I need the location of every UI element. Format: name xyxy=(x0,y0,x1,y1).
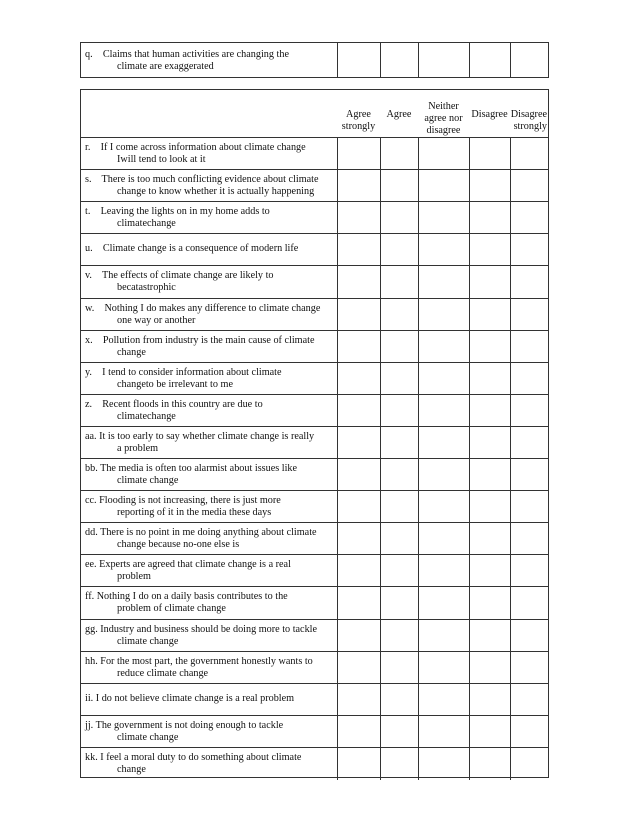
item-line2: Iwill tend to look at it xyxy=(117,154,206,165)
answer-box-agree[interactable] xyxy=(380,363,418,395)
answer-box-disagree-strongly[interactable] xyxy=(510,555,548,587)
answer-box-neither[interactable] xyxy=(418,202,469,234)
answer-box-agree[interactable] xyxy=(380,716,418,748)
header-row xyxy=(81,90,548,137)
answer-box-agree[interactable] xyxy=(380,138,418,170)
answer-box-agree[interactable] xyxy=(380,234,418,266)
answer-box-agree[interactable] xyxy=(380,266,418,298)
item-line1: Claims that human activities are changing the xyxy=(102,49,289,60)
answer-box-disagree[interactable] xyxy=(469,299,510,331)
answer-box-neither[interactable] xyxy=(418,652,469,684)
table-row xyxy=(81,394,548,426)
answer-box-agree[interactable] xyxy=(380,170,418,202)
col-header-agree-strongly: Agree strongly xyxy=(341,109,376,132)
col-header-agree: Agree xyxy=(386,109,412,120)
answer-box-agree-strongly[interactable] xyxy=(337,620,380,652)
answer-box-disagree[interactable] xyxy=(469,170,510,202)
item-line2: climate change xyxy=(117,731,179,743)
statement-text xyxy=(85,624,335,648)
item-id: v. xyxy=(85,270,92,282)
item-line1: For the most part, the government honestly wants to xyxy=(100,655,313,667)
answer-box-agree-strongly[interactable] xyxy=(337,748,380,780)
answer-box-disagree[interactable] xyxy=(469,684,510,716)
item-id: z. xyxy=(85,398,93,410)
answer-box-agree[interactable] xyxy=(380,43,418,77)
statement-text xyxy=(85,367,335,391)
item-line2: changeto be irrelevant to me xyxy=(117,378,233,390)
item-id: jj. xyxy=(85,719,94,731)
statement-text xyxy=(85,243,335,255)
item-line1: I do not believe climate change is a real problem xyxy=(95,692,295,704)
answer-box-disagree[interactable] xyxy=(469,491,510,523)
item-line2: reduce climate change xyxy=(117,667,209,679)
answer-box-disagree-strongly[interactable] xyxy=(510,620,548,652)
item-line2: a problem xyxy=(117,442,159,454)
answer-box-neither[interactable] xyxy=(418,138,469,170)
answer-box-agree[interactable] xyxy=(380,395,418,427)
answer-box-agree[interactable] xyxy=(380,523,418,555)
answer-box-disagree-strongly[interactable] xyxy=(510,363,548,395)
item-line1: It is too early to say whether climate change is really xyxy=(99,430,315,442)
answer-box-disagree[interactable] xyxy=(469,523,510,555)
item-line2: problem of climate change xyxy=(117,603,226,615)
item-id: aa. xyxy=(85,430,97,442)
table-row xyxy=(81,619,548,651)
answer-box-disagree-strongly[interactable] xyxy=(510,234,548,266)
item-line1: Pollution from industry is the main cause of climate xyxy=(102,334,315,346)
answer-box-agree[interactable] xyxy=(380,459,418,491)
answer-box-disagree-strongly[interactable] xyxy=(510,684,548,716)
answer-box-disagree[interactable] xyxy=(469,587,510,619)
answer-box-neither[interactable] xyxy=(418,491,469,523)
answer-box-neither[interactable] xyxy=(418,395,469,427)
item-id: cc. xyxy=(85,495,97,507)
answer-box-disagree[interactable] xyxy=(469,331,510,363)
answer-box-agree-strongly[interactable] xyxy=(337,202,380,234)
table-row xyxy=(81,265,548,297)
answer-box-disagree[interactable] xyxy=(469,266,510,298)
item-line1: I feel a moral duty to do something about climate xyxy=(100,751,302,763)
item-line1: Climate change is a consequence of modern life xyxy=(102,243,299,255)
table-row xyxy=(81,490,548,522)
table-row xyxy=(81,554,548,586)
item-id: s. xyxy=(85,174,92,186)
item-line1: Experts are agreed that climate change is a real xyxy=(99,559,291,571)
answer-box-agree[interactable] xyxy=(380,202,418,234)
statement-text xyxy=(85,656,335,680)
answer-box-agree-strongly[interactable] xyxy=(337,170,380,202)
answer-box-agree[interactable] xyxy=(380,427,418,459)
item-id: bb. xyxy=(85,463,98,474)
item-id: x. xyxy=(85,334,93,346)
item-line2: change xyxy=(117,763,146,775)
answer-box-agree-strongly[interactable] xyxy=(337,299,380,331)
statement-text xyxy=(85,693,335,705)
answer-box-disagree[interactable] xyxy=(469,43,510,77)
answer-box-disagree[interactable] xyxy=(469,363,510,395)
answer-box-disagree-strongly[interactable] xyxy=(510,266,548,298)
statement-text xyxy=(85,495,335,519)
item-line1: If I come across information about climate change xyxy=(100,142,306,153)
table-row xyxy=(81,522,548,554)
item-line1: Leaving the lights on in my home adds to xyxy=(100,206,270,218)
statement-text xyxy=(85,720,335,744)
answer-box-agree[interactable] xyxy=(380,684,418,716)
statement-text xyxy=(85,431,335,455)
answer-box-agree[interactable] xyxy=(380,331,418,363)
item-line2: climate change xyxy=(117,475,179,486)
answer-box-disagree-strongly[interactable] xyxy=(510,748,548,780)
table-row xyxy=(81,201,548,233)
item-id: w. xyxy=(85,302,95,314)
answer-box-disagree-strongly[interactable] xyxy=(510,331,548,363)
answer-box-disagree[interactable] xyxy=(469,138,510,170)
answer-box-disagree-strongly[interactable] xyxy=(510,170,548,202)
item-id: dd. xyxy=(85,527,98,539)
table-row xyxy=(81,298,548,330)
answer-box-disagree[interactable] xyxy=(469,652,510,684)
table-row xyxy=(81,169,548,201)
answer-box-agree[interactable] xyxy=(380,587,418,619)
answer-box-agree[interactable] xyxy=(380,555,418,587)
table-row xyxy=(81,747,548,779)
answer-box-disagree-strongly[interactable] xyxy=(510,395,548,427)
item-id: ii. xyxy=(85,692,94,704)
table-row xyxy=(81,362,548,394)
item-id: u. xyxy=(85,243,93,255)
statement-text xyxy=(85,335,335,359)
item-line1: There is too much conflicting evidence about climate xyxy=(101,174,319,186)
answer-box-disagree-strongly[interactable] xyxy=(510,459,548,491)
answer-box-agree-strongly[interactable] xyxy=(337,652,380,684)
statement-text xyxy=(85,463,335,487)
answer-box-disagree[interactable] xyxy=(469,234,510,266)
attitude-scale-table xyxy=(80,89,549,778)
statement-text xyxy=(85,303,335,327)
answer-box-disagree[interactable] xyxy=(469,748,510,780)
answer-box-disagree-strongly[interactable] xyxy=(510,427,548,459)
answer-box-agree-strongly[interactable] xyxy=(337,491,380,523)
statement-text xyxy=(85,206,335,230)
answer-box-agree[interactable] xyxy=(380,652,418,684)
item-line1: Nothing I do makes any difference to climate change xyxy=(104,302,321,314)
answer-box-agree-strongly[interactable] xyxy=(337,427,380,459)
answer-box-agree-strongly[interactable] xyxy=(337,363,380,395)
item-line2: climatechange xyxy=(117,218,176,230)
statement-text xyxy=(85,559,335,583)
statement-text xyxy=(85,752,335,776)
answer-box-disagree-strongly[interactable] xyxy=(510,652,548,684)
answer-box-disagree-strongly[interactable] xyxy=(510,587,548,619)
answer-box-disagree[interactable] xyxy=(469,427,510,459)
answer-box-agree[interactable] xyxy=(380,299,418,331)
answer-box-agree-strongly[interactable] xyxy=(337,555,380,587)
answer-box-disagree[interactable] xyxy=(469,202,510,234)
table-row xyxy=(81,233,548,265)
statement-q xyxy=(85,49,335,73)
answer-box-neither[interactable] xyxy=(418,684,469,716)
answer-box-agree[interactable] xyxy=(380,620,418,652)
item-line1: I tend to consider information about climate xyxy=(102,366,282,378)
item-line2: climatechange xyxy=(117,410,176,422)
answer-box-disagree[interactable] xyxy=(469,555,510,587)
answer-box-disagree[interactable] xyxy=(469,459,510,491)
statement-text xyxy=(85,142,335,166)
item-line2: reporting of it in the media these days xyxy=(117,507,272,519)
answer-box-disagree-strongly[interactable] xyxy=(510,299,548,331)
statement-text xyxy=(85,527,335,551)
item-id: r. xyxy=(85,142,91,153)
statement-text xyxy=(85,399,335,423)
answer-box-disagree-strongly[interactable] xyxy=(510,43,548,77)
answer-box-neither[interactable] xyxy=(418,43,469,77)
item-line1: Flooding is not increasing, there is just more xyxy=(99,495,281,507)
answer-box-disagree-strongly[interactable] xyxy=(510,138,548,170)
item-line1: The media is often too alarmist about issues like xyxy=(100,463,298,474)
item-line1: The government is not doing enough to tackle xyxy=(95,719,284,731)
answer-box-neither[interactable] xyxy=(418,620,469,652)
table-row xyxy=(81,683,548,715)
item-line2: one way or another xyxy=(117,314,196,326)
item-line2: change to know whether it is actually happening xyxy=(117,186,315,198)
answer-box-disagree-strongly[interactable] xyxy=(510,202,548,234)
item-line1: Nothing I do on a daily basis contributes to the xyxy=(96,591,288,603)
answer-box-disagree[interactable] xyxy=(469,716,510,748)
table-row xyxy=(81,651,548,683)
item-id: gg. xyxy=(85,623,98,635)
answer-box-agree[interactable] xyxy=(380,491,418,523)
answer-box-neither[interactable] xyxy=(418,427,469,459)
item-line2: change xyxy=(117,346,146,358)
answer-box-neither[interactable] xyxy=(418,266,469,298)
answer-box-agree-strongly[interactable] xyxy=(337,395,380,427)
table-row xyxy=(81,458,548,490)
answer-box-neither[interactable] xyxy=(418,331,469,363)
item-line1: Recent floods in this country are due to xyxy=(102,398,263,410)
item-id: ee. xyxy=(85,559,97,571)
col-header-disagree: Disagree xyxy=(471,109,508,120)
item-id: hh. xyxy=(85,655,98,667)
answer-box-disagree-strongly[interactable] xyxy=(510,491,548,523)
table-row xyxy=(81,137,548,169)
item-id: y. xyxy=(85,366,92,378)
answer-box-agree-strongly[interactable] xyxy=(337,459,380,491)
answer-box-disagree-strongly[interactable] xyxy=(510,716,548,748)
answer-box-disagree[interactable] xyxy=(469,620,510,652)
col-header-neither: Neither agree nor disagree xyxy=(424,101,463,136)
statement-text xyxy=(85,591,335,615)
answer-box-neither[interactable] xyxy=(418,523,469,555)
item-id: q. xyxy=(85,49,93,60)
answer-box-neither[interactable] xyxy=(418,363,469,395)
answer-box-neither[interactable] xyxy=(418,748,469,780)
statement-text xyxy=(85,270,335,294)
item-line2: climate are exaggerated xyxy=(117,61,214,72)
item-line2: becatastrophic xyxy=(117,282,176,294)
answer-box-neither[interactable] xyxy=(418,459,469,491)
item-line1: There is no point in me doing anything about climate xyxy=(100,527,317,539)
answer-box-neither[interactable] xyxy=(418,234,469,266)
answer-box-agree-strongly[interactable] xyxy=(337,138,380,170)
item-line2: climate change xyxy=(117,635,179,647)
item-line2: problem xyxy=(117,571,151,583)
item-id: t. xyxy=(85,206,91,218)
answer-box-agree-strongly[interactable] xyxy=(337,331,380,363)
answer-box-agree-strongly[interactable] xyxy=(337,716,380,748)
table-row xyxy=(81,330,548,362)
answer-box-neither[interactable] xyxy=(418,299,469,331)
answer-box-disagree[interactable] xyxy=(469,395,510,427)
item-id: kk. xyxy=(85,751,98,763)
table-row xyxy=(81,715,548,747)
answer-box-neither[interactable] xyxy=(418,716,469,748)
item-line1: The effects of climate change are likely to xyxy=(102,270,274,282)
answer-box-neither[interactable] xyxy=(418,555,469,587)
answer-box-agree-strongly[interactable] xyxy=(337,587,380,619)
statement-text xyxy=(85,174,335,198)
item-line1: Industry and business should be doing more to tackle xyxy=(100,623,318,635)
answer-box-neither[interactable] xyxy=(418,170,469,202)
table-row xyxy=(81,586,548,618)
answer-box-agree-strongly[interactable] xyxy=(337,523,380,555)
top-question-table xyxy=(80,42,549,78)
answer-box-agree[interactable] xyxy=(380,748,418,780)
answer-box-disagree-strongly[interactable] xyxy=(510,523,548,555)
col-header-disagree-strongly: Disagree strongly xyxy=(510,109,547,132)
answer-box-agree-strongly[interactable] xyxy=(337,234,380,266)
answer-box-agree-strongly[interactable] xyxy=(337,684,380,716)
item-id: ff. xyxy=(85,591,95,603)
answer-box-agree-strongly[interactable] xyxy=(337,43,380,77)
answer-box-agree-strongly[interactable] xyxy=(337,266,380,298)
table-row xyxy=(81,426,548,458)
item-line2: change because no-one else is xyxy=(117,539,240,551)
answer-box-neither[interactable] xyxy=(418,587,469,619)
